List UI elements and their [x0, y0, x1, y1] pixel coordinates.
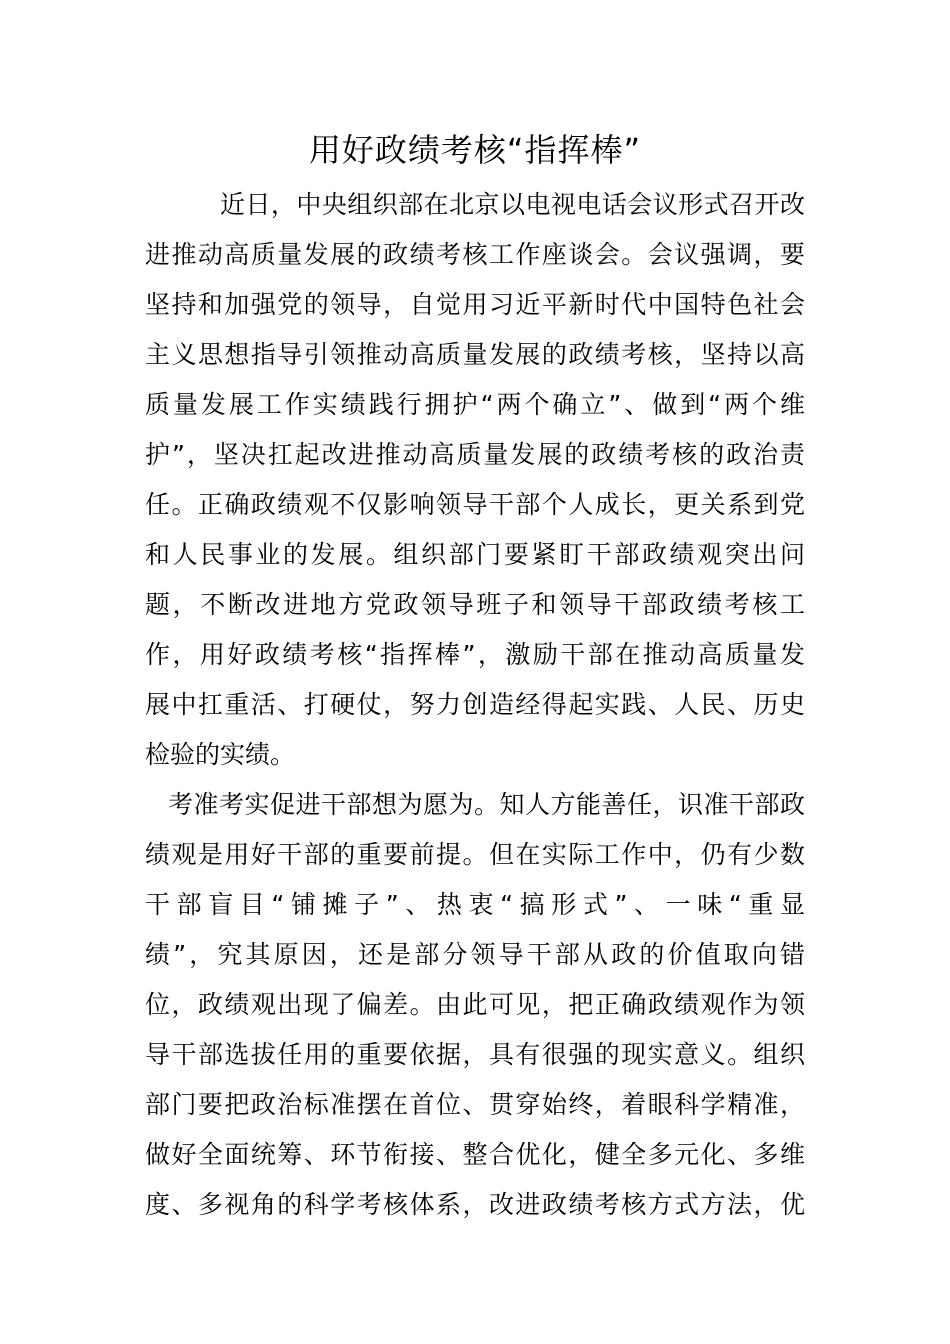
- paragraph-2-line-4: 绩”，究其原因，还是部分领导干部从政的价值取向错: [145, 940, 805, 969]
- paragraph-2-line-3: 干部盲目“铺摊子”、热衷“搞形式”、一味“重显: [145, 890, 805, 919]
- paragraph-1-line-6: 护”，坚决扛起改进推动高质量发展的政绩考核的政治责: [145, 440, 805, 469]
- paragraph-2-line-2: 绩观是用好干部的重要前提。但在实际工作中，仍有少数: [145, 840, 805, 869]
- paragraph-1-line-5: 质量发展工作实绩践行拥护“两个确立”、做到“两个维: [145, 390, 805, 419]
- paragraph-1-line-12: 检验的实绩。: [145, 740, 296, 769]
- paragraph-1-line-1: 近日，中央组织部在北京以电视电话会议形式召开改: [220, 190, 805, 219]
- paragraph-1-line-11: 展中扛重活、打硬仗，努力创造经得起实践、人民、历史: [145, 690, 805, 719]
- paragraph-1-line-10: 作，用好政绩考核“指挥棒”，激励干部在推动高质量发: [145, 640, 805, 669]
- paragraph-1-line-8: 和人民事业的发展。组织部门要紧盯干部政绩观突出问: [145, 540, 805, 569]
- paragraph-1-line-9: 题，不断改进地方党政领导班子和领导干部政绩考核工: [145, 590, 805, 619]
- paragraph-2-line-1: 考准考实促进干部想为愿为。知人方能善任，识准干部政: [168, 790, 805, 819]
- paragraph-2-line-9: 度、多视角的科学考核体系，改进政绩考核方式方法，优: [145, 1190, 805, 1219]
- paragraph-1-line-7: 任。正确政绩观不仅影响领导干部个人成长，更关系到党: [145, 490, 805, 519]
- paragraph-1-line-2: 进推动高质量发展的政绩考核工作座谈会。会议强调，要: [145, 240, 805, 269]
- paragraph-1-line-3: 坚持和加强党的领导，自觉用习近平新时代中国特色社会: [145, 290, 805, 319]
- paragraph-2-line-6: 导干部选拔任用的重要依据，具有很强的现实意义。组织: [145, 1040, 805, 1069]
- paragraph-1-line-4: 主义思想指导引领推动高质量发展的政绩考核，坚持以高: [145, 340, 805, 369]
- paragraph-2-line-7: 部门要把政治标准摆在首位、贯穿始终，着眼科学精准，: [145, 1090, 805, 1119]
- paragraph-2-line-8: 做好全面统筹、环节衔接、整合优化，健全多元化、多维: [145, 1140, 805, 1169]
- paragraph-2-line-5: 位，政绩观出现了偏差。由此可见，把正确政绩观作为领: [145, 990, 805, 1019]
- document-title: 用好政绩考核“指挥棒”: [308, 131, 642, 169]
